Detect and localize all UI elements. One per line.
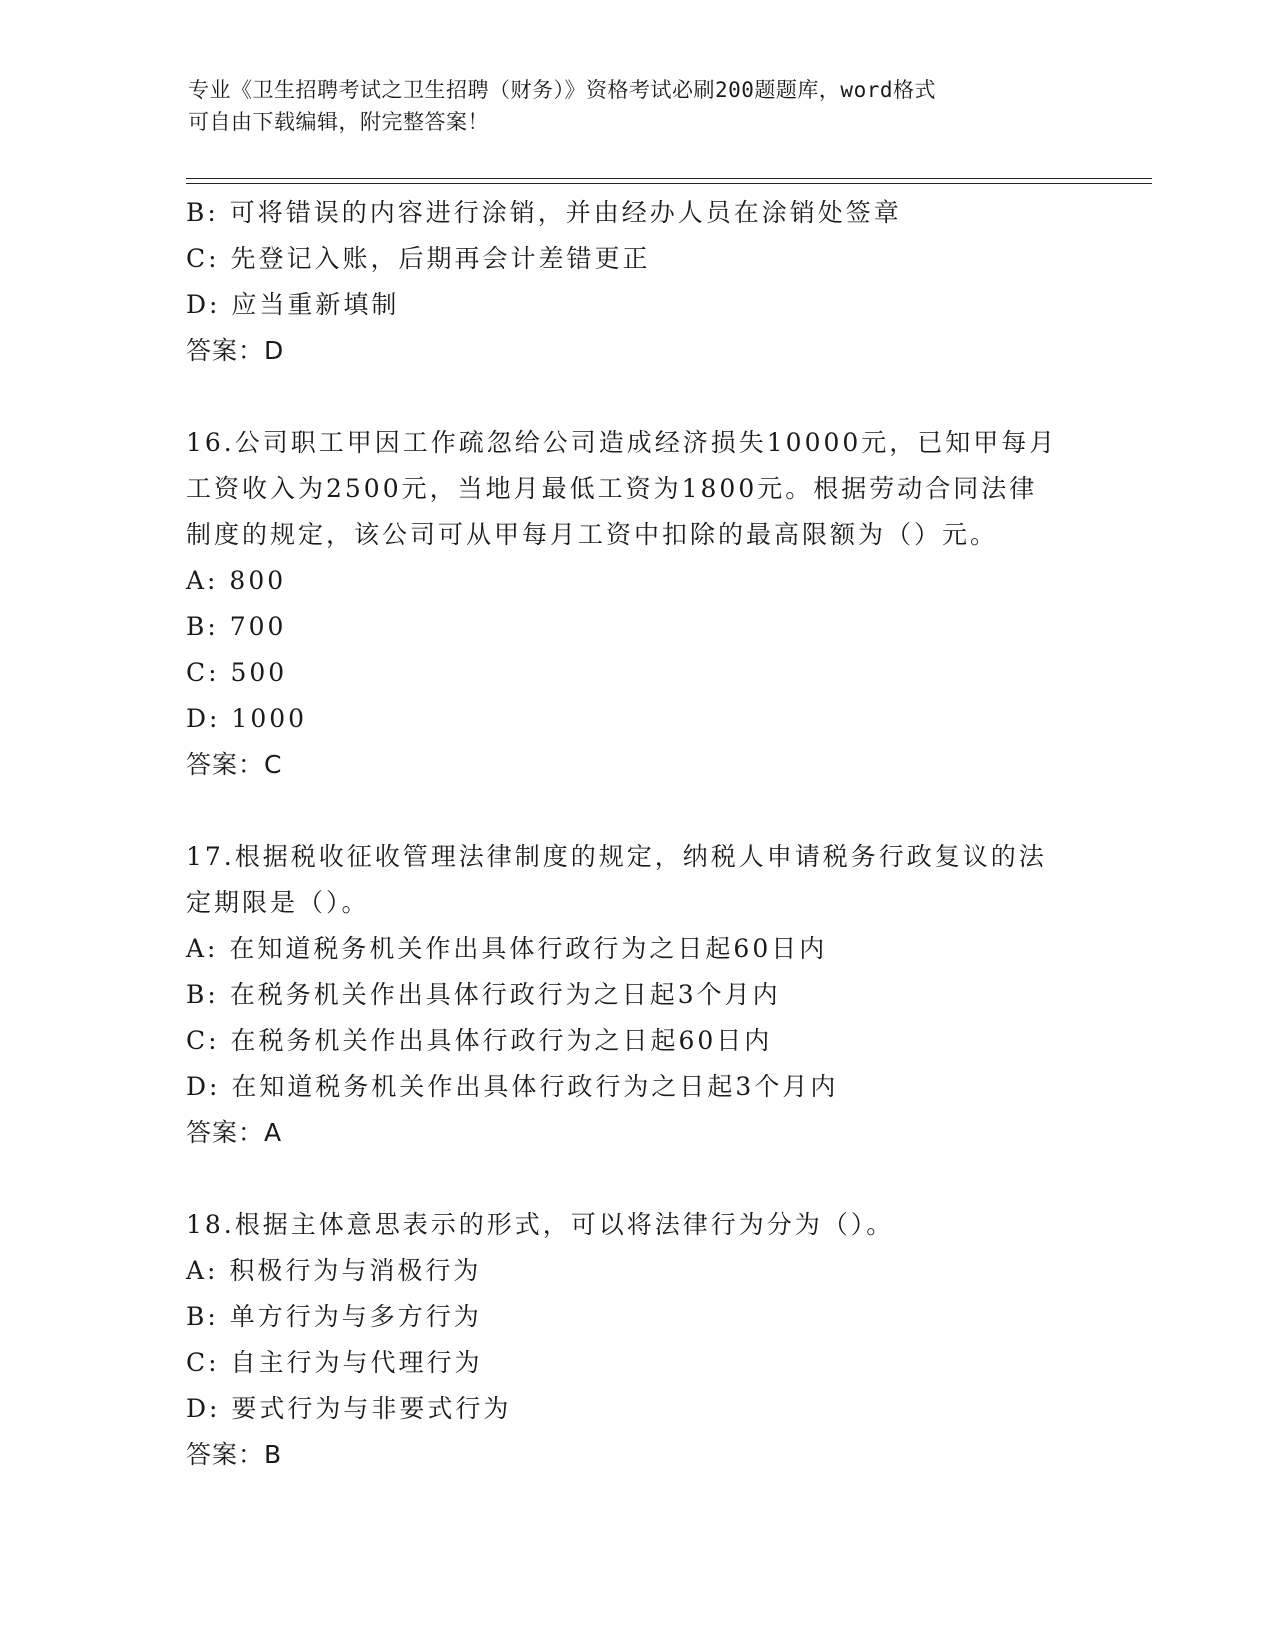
- spacer: [186, 374, 1086, 420]
- option-d: D: 应当重新填制: [186, 290, 400, 319]
- question-stem-line: 定期限是（）。: [186, 888, 370, 917]
- option-d: D: 要式行为与非要式行为: [186, 1394, 512, 1423]
- question-16: [186, 420, 1086, 788]
- spacer: [186, 788, 1086, 834]
- question-15-tail: [186, 190, 1086, 374]
- question-content: [186, 190, 1086, 1478]
- question-stem-line: 17.根据税收征收管理法律制度的规定，纳税人申请税务行政复议的法: [186, 842, 1047, 871]
- question-stem-line: 制度的规定，该公司可从甲每月工资中扣除的最高限额为（）元。: [186, 520, 999, 549]
- header-divider-bottom: [186, 183, 1152, 184]
- answer-line: 答案：D: [186, 336, 285, 365]
- header-title-line2: 可自由下载编辑，附完整答案！: [188, 110, 489, 134]
- question-18: [186, 1202, 1086, 1478]
- question-stem-line: 工资收入为2500元，当地月最低工资为1800元。根据劳动合同法律: [186, 474, 1038, 503]
- answer-line: 答案：A: [186, 1118, 283, 1147]
- option-b: B: 可将错误的内容进行涂销，并由经办人员在涂销处签章: [186, 198, 902, 227]
- option-d: D: 在知道税务机关作出具体行政行为之日起3个月内: [186, 1072, 839, 1101]
- spacer: [186, 1156, 1086, 1202]
- option-c: C: 自主行为与代理行为: [186, 1348, 483, 1377]
- header-divider-top: [186, 178, 1152, 179]
- option-c: C: 先登记入账，后期再会计差错更正: [186, 244, 651, 273]
- question-17: [186, 834, 1086, 1156]
- option-a: A: 在知道税务机关作出具体行政行为之日起60日内: [186, 934, 828, 963]
- option-a: A: 积极行为与消极行为: [186, 1256, 482, 1285]
- answer-line: 答案：B: [186, 1440, 283, 1469]
- option-d: D: 1000: [186, 704, 308, 733]
- option-c: C: 在税务机关作出具体行政行为之日起60日内: [186, 1026, 773, 1055]
- option-c: C: 500: [186, 658, 288, 687]
- question-stem-line: 18.根据主体意思表示的形式，可以将法律行为分为（）。: [186, 1210, 895, 1239]
- answer-line: 答案：C: [186, 750, 283, 779]
- header-title-line1: 专业《卫生招聘考试之卫生招聘（财务）》资格考试必刷200题题库，word格式: [188, 78, 936, 102]
- option-a: A: 800: [186, 566, 287, 595]
- option-b: B: 在税务机关作出具体行政行为之日起3个月内: [186, 980, 781, 1009]
- option-b: B: 单方行为与多方行为: [186, 1302, 482, 1331]
- document-header: [188, 74, 1088, 138]
- question-stem-line: 16.公司职工甲因工作疏忽给公司造成经济损失10000元，已知甲每月: [186, 428, 1058, 457]
- option-b: B: 700: [186, 612, 287, 641]
